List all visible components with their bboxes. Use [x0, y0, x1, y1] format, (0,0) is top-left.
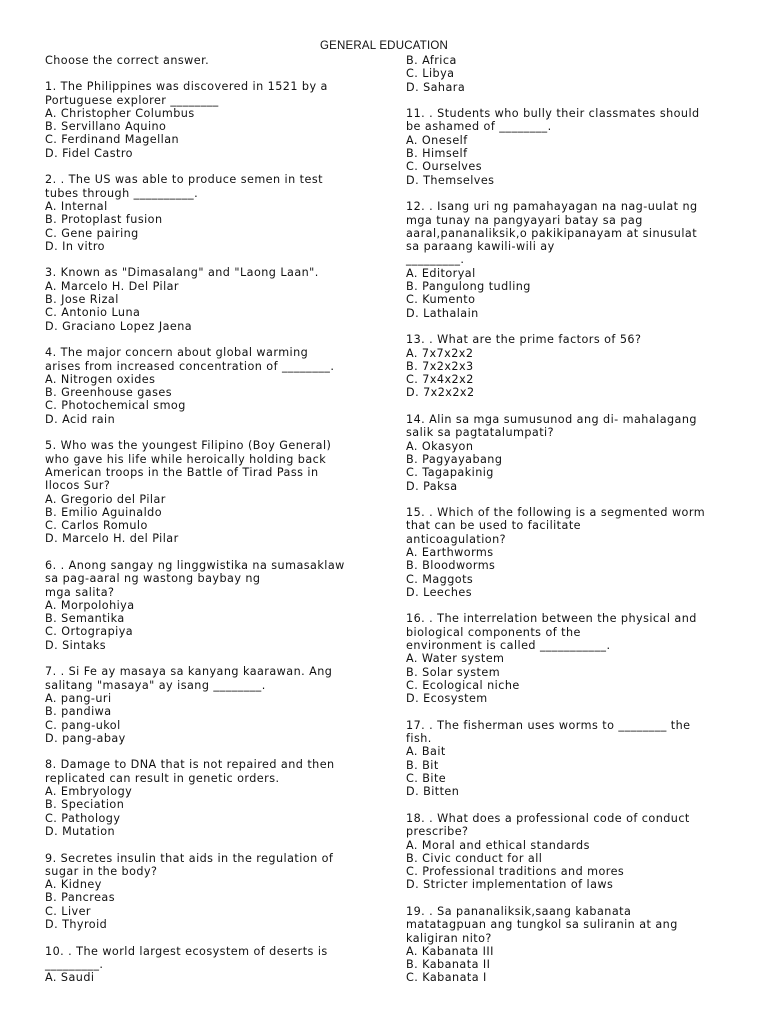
question-text-line: 12. . Isang uri ng pamahayagan na nag-uulat ng — [406, 200, 698, 214]
answer-choice: B. Civic conduct for all — [406, 851, 543, 865]
question-text-line: arises from increased concentration of ________. — [45, 359, 335, 373]
question-15 — [406, 506, 726, 599]
question-text-line: replicated can result in genetic orders. — [45, 771, 280, 785]
answer-choice: A. Oneself — [406, 133, 468, 147]
question-11 — [406, 107, 726, 187]
answer-choice: D. Leeches — [406, 585, 472, 599]
answer-choice: D. Fidel Castro — [45, 146, 133, 160]
question-9 — [45, 852, 365, 932]
answer-choice: D. Mutation — [45, 824, 116, 838]
answer-choice: A. Nitrogen oxides — [45, 372, 156, 386]
answer-choice: A. Internal — [45, 199, 108, 213]
question-2 — [45, 173, 365, 253]
question-text-line: 2. . The US was able to produce semen in test — [45, 173, 323, 187]
right-column — [406, 54, 726, 998]
question-text-line: sugar in the body? — [45, 864, 158, 878]
question-text-line: 6. . Anong sangay ng linggwistika na sumasaklaw — [45, 558, 345, 572]
answer-choice: B. Bloodworms — [406, 559, 496, 573]
question-4 — [45, 346, 365, 426]
answer-choice: C. pang-ukol — [45, 718, 121, 732]
answer-choice: C. 7x4x2x2 — [406, 373, 474, 387]
question-16 — [406, 612, 726, 705]
answer-choice: B. Protoplast fusion — [45, 213, 163, 227]
answer-choice: C. Antonio Luna — [45, 306, 141, 320]
question-text-line: sa paraang kawili-wili ay — [406, 240, 555, 254]
answer-choice: C. Photochemical smog — [45, 399, 186, 413]
question-text-line: 7. . Si Fe ay masaya sa kanyang kaarawan. Ang — [45, 665, 333, 679]
question-text-line: 4. The major concern about global warming — [45, 346, 309, 360]
question-text-line: 17. . The fisherman uses worms to ________ the — [406, 718, 691, 732]
question-17 — [406, 719, 726, 799]
answer-choice: C. Bite — [406, 772, 447, 786]
answer-choice: C. Libya — [406, 67, 455, 81]
answer-choice: C. Carlos Romulo — [45, 519, 148, 533]
answer-choice: B. Pancreas — [45, 891, 115, 905]
answer-choice: B. Bit — [406, 758, 439, 772]
question-text-line: environment is called ___________. — [406, 639, 611, 653]
question-text-line: biological components of the — [406, 625, 581, 639]
answer-choice: D. Sintaks — [45, 638, 107, 652]
answer-choice: A. Editoryal — [406, 266, 476, 280]
question-text-line: 13. . What are the prime factors of 56? — [406, 333, 642, 347]
answer-choice: A. Okasyon — [406, 439, 474, 453]
question-text-line: salik sa pagtatalumpati? — [406, 426, 555, 440]
question-text-line: 10. . The world largest ecosystem of deserts is — [45, 944, 328, 958]
right-question-list — [406, 107, 726, 985]
question-text-line: _________. — [406, 253, 465, 267]
answer-choice: D. Graciano Lopez Jaena — [45, 319, 193, 333]
question-13 — [406, 333, 726, 399]
answer-choice: D. Bitten — [406, 785, 460, 799]
question-text-line: American troops in the Battle of Tirad Pass in — [45, 465, 319, 479]
question-text-line: 3. Known as "Dimasalang" and "Laong Laan". — [45, 266, 319, 280]
question-text-line: aaral,pananaliksik,o pakikipanayam at sinusulat — [406, 226, 698, 240]
answer-choice: A. Bait — [406, 745, 446, 759]
question-12 — [406, 200, 726, 320]
question-text-line: tubes through __________. — [45, 186, 199, 200]
answer-choice: A. Earthworms — [406, 545, 494, 559]
answer-choice: B. Semantika — [45, 612, 125, 626]
question-text-line: 15. . Which of the following is a segmented worm — [406, 506, 706, 520]
answer-choice: C. Ecological niche — [406, 678, 520, 692]
question-text-line: anticoagulation? — [406, 532, 507, 546]
question-text-line: who gave his life while heroically holding back — [45, 452, 327, 466]
question-8 — [45, 758, 365, 838]
answer-choice: A. Gregorio del Pilar — [45, 492, 166, 506]
answer-choice: A. Embryology — [45, 785, 133, 799]
answer-choice: A. 7x7x2x2 — [406, 346, 474, 360]
answer-choice: A. Marcelo H. Del Pilar — [45, 279, 179, 293]
question-text-line: 18. . What does a professional code of conduct — [406, 811, 690, 825]
question-text-line: matatagpuan ang tungkol sa suliranin at ang — [406, 918, 678, 932]
question-text-line: prescribe? — [406, 825, 469, 839]
answer-choice: B. Solar system — [406, 665, 501, 679]
answer-choice: D. pang-abay — [45, 731, 126, 745]
question-19 — [406, 905, 726, 985]
answer-choice: D. Stricter implementation of laws — [406, 878, 614, 892]
answer-choice: C. Liver — [45, 904, 91, 918]
question-text-line: 16. . The interrelation between the physical and — [406, 612, 697, 626]
answer-choice: B. pandiwa — [45, 705, 112, 719]
answer-choice: C. Tagapakinig — [406, 466, 494, 480]
question-text-line: 1. The Philippines was discovered in 1521 by a — [45, 80, 328, 94]
question-text-line: 5. Who was the youngest Filipino (Boy General) — [45, 439, 332, 453]
answer-choice: C. Kabanata I — [406, 971, 487, 985]
question-text-line: 14. Alin sa mga sumusunod ang di- mahalagang — [406, 413, 697, 427]
question-7 — [45, 665, 365, 745]
question-text-line: mga tunay na pangyayari batay sa pag — [406, 213, 643, 227]
answer-choice: B. 7x2x2x3 — [406, 359, 474, 373]
question-text-line: mga salita? — [45, 585, 115, 599]
answer-choice: D. Lathalain — [406, 306, 479, 320]
answer-choice: B. Africa — [406, 54, 457, 67]
answer-choice: B. Speciation — [45, 798, 125, 812]
answer-choice: B. Emilio Aguinaldo — [45, 505, 162, 519]
question-10 — [45, 945, 365, 985]
answer-choice: C. Maggots — [406, 572, 474, 586]
answer-choice: B. Kabanata II — [406, 958, 491, 972]
answer-choice: C. Kumento — [406, 293, 476, 307]
question-text-line: salitang "masaya" ay isang ________. — [45, 678, 266, 692]
answer-choice: B. Greenhouse gases — [45, 386, 173, 400]
question-5 — [45, 439, 365, 545]
left-question-list — [45, 80, 365, 984]
answer-choice: A. Saudi — [45, 971, 95, 985]
answer-choice: A. Morpolohiya — [45, 598, 135, 612]
question-text-line: sa pag-aaral ng wastong baybay ng — [45, 572, 261, 586]
instructions: Choose the correct answer. — [45, 54, 210, 67]
answer-choice: B. Servillano Aquino — [45, 120, 167, 134]
answer-choice: D. Sahara — [406, 80, 466, 94]
left-column — [45, 54, 365, 998]
question-text-line: that can be used to facilitate — [406, 519, 581, 533]
question-1 — [45, 80, 365, 160]
answer-choice: B. Pagyayabang — [406, 452, 503, 466]
question-text-line: 19. . Sa pananaliksik,saang kabanata — [406, 905, 632, 918]
question-text-line: be ashamed of ________. — [406, 120, 552, 134]
answer-choice: A. Christopher Columbus — [45, 106, 195, 120]
question-6 — [45, 559, 365, 652]
answer-choice: B. Jose Rizal — [45, 293, 119, 307]
answer-choice: A. Moral and ethical standards — [406, 838, 590, 852]
answer-choice: C. Pathology — [45, 811, 121, 825]
answer-choice: D. Paksa — [406, 479, 458, 493]
answer-choice: D. Marcelo H. del Pilar — [45, 532, 179, 546]
answer-choice: D. Acid rain — [45, 412, 116, 426]
answer-choice: C. Gene pairing — [45, 226, 139, 240]
question-text-line: Ilocos Sur? — [45, 479, 111, 493]
answer-choice: C. Ourselves — [406, 160, 482, 174]
page-title: GENERAL EDUCATION — [319, 40, 448, 52]
answer-choice: A. pang-uri — [45, 691, 112, 705]
question-text-line: _________. — [45, 957, 104, 971]
answer-choice: D. Themselves — [406, 173, 495, 187]
answer-choice: A. Kidney — [45, 878, 102, 892]
question-text-line: 8. Damage to DNA that is not repaired and then — [45, 758, 335, 772]
answer-choice: D. Ecosystem — [406, 692, 488, 706]
question-text-line: kaligiran nito? — [406, 931, 492, 945]
question-3 — [45, 266, 365, 332]
answer-choice: C. Professional traditions and mores — [406, 865, 625, 879]
answer-choice: C. Ortograpiya — [45, 625, 134, 639]
answer-choice: A. Water system — [406, 652, 505, 666]
answer-choice: D. In vitro — [45, 239, 105, 253]
answer-choice: D. Thyroid — [45, 918, 108, 931]
answer-choice: D. 7x2x2x2 — [406, 386, 475, 400]
answer-choice: A. Kabanata III — [406, 944, 494, 958]
question-14 — [406, 413, 726, 493]
question-text-line: 11. . Students who bully their classmates should — [406, 107, 700, 121]
question-text-line: fish. — [406, 732, 432, 746]
answer-choice: C. Ferdinand Magellan — [45, 133, 180, 147]
answer-choice: B. Himself — [406, 147, 468, 161]
question-text-line: Portuguese explorer ________ — [45, 93, 219, 107]
question-18 — [406, 812, 726, 892]
answer-choice: B. Pangulong tudling — [406, 280, 531, 294]
question-10-continued-choices — [406, 54, 726, 94]
question-text-line: 9. Secretes insulin that aids in the regulation of — [45, 851, 334, 865]
